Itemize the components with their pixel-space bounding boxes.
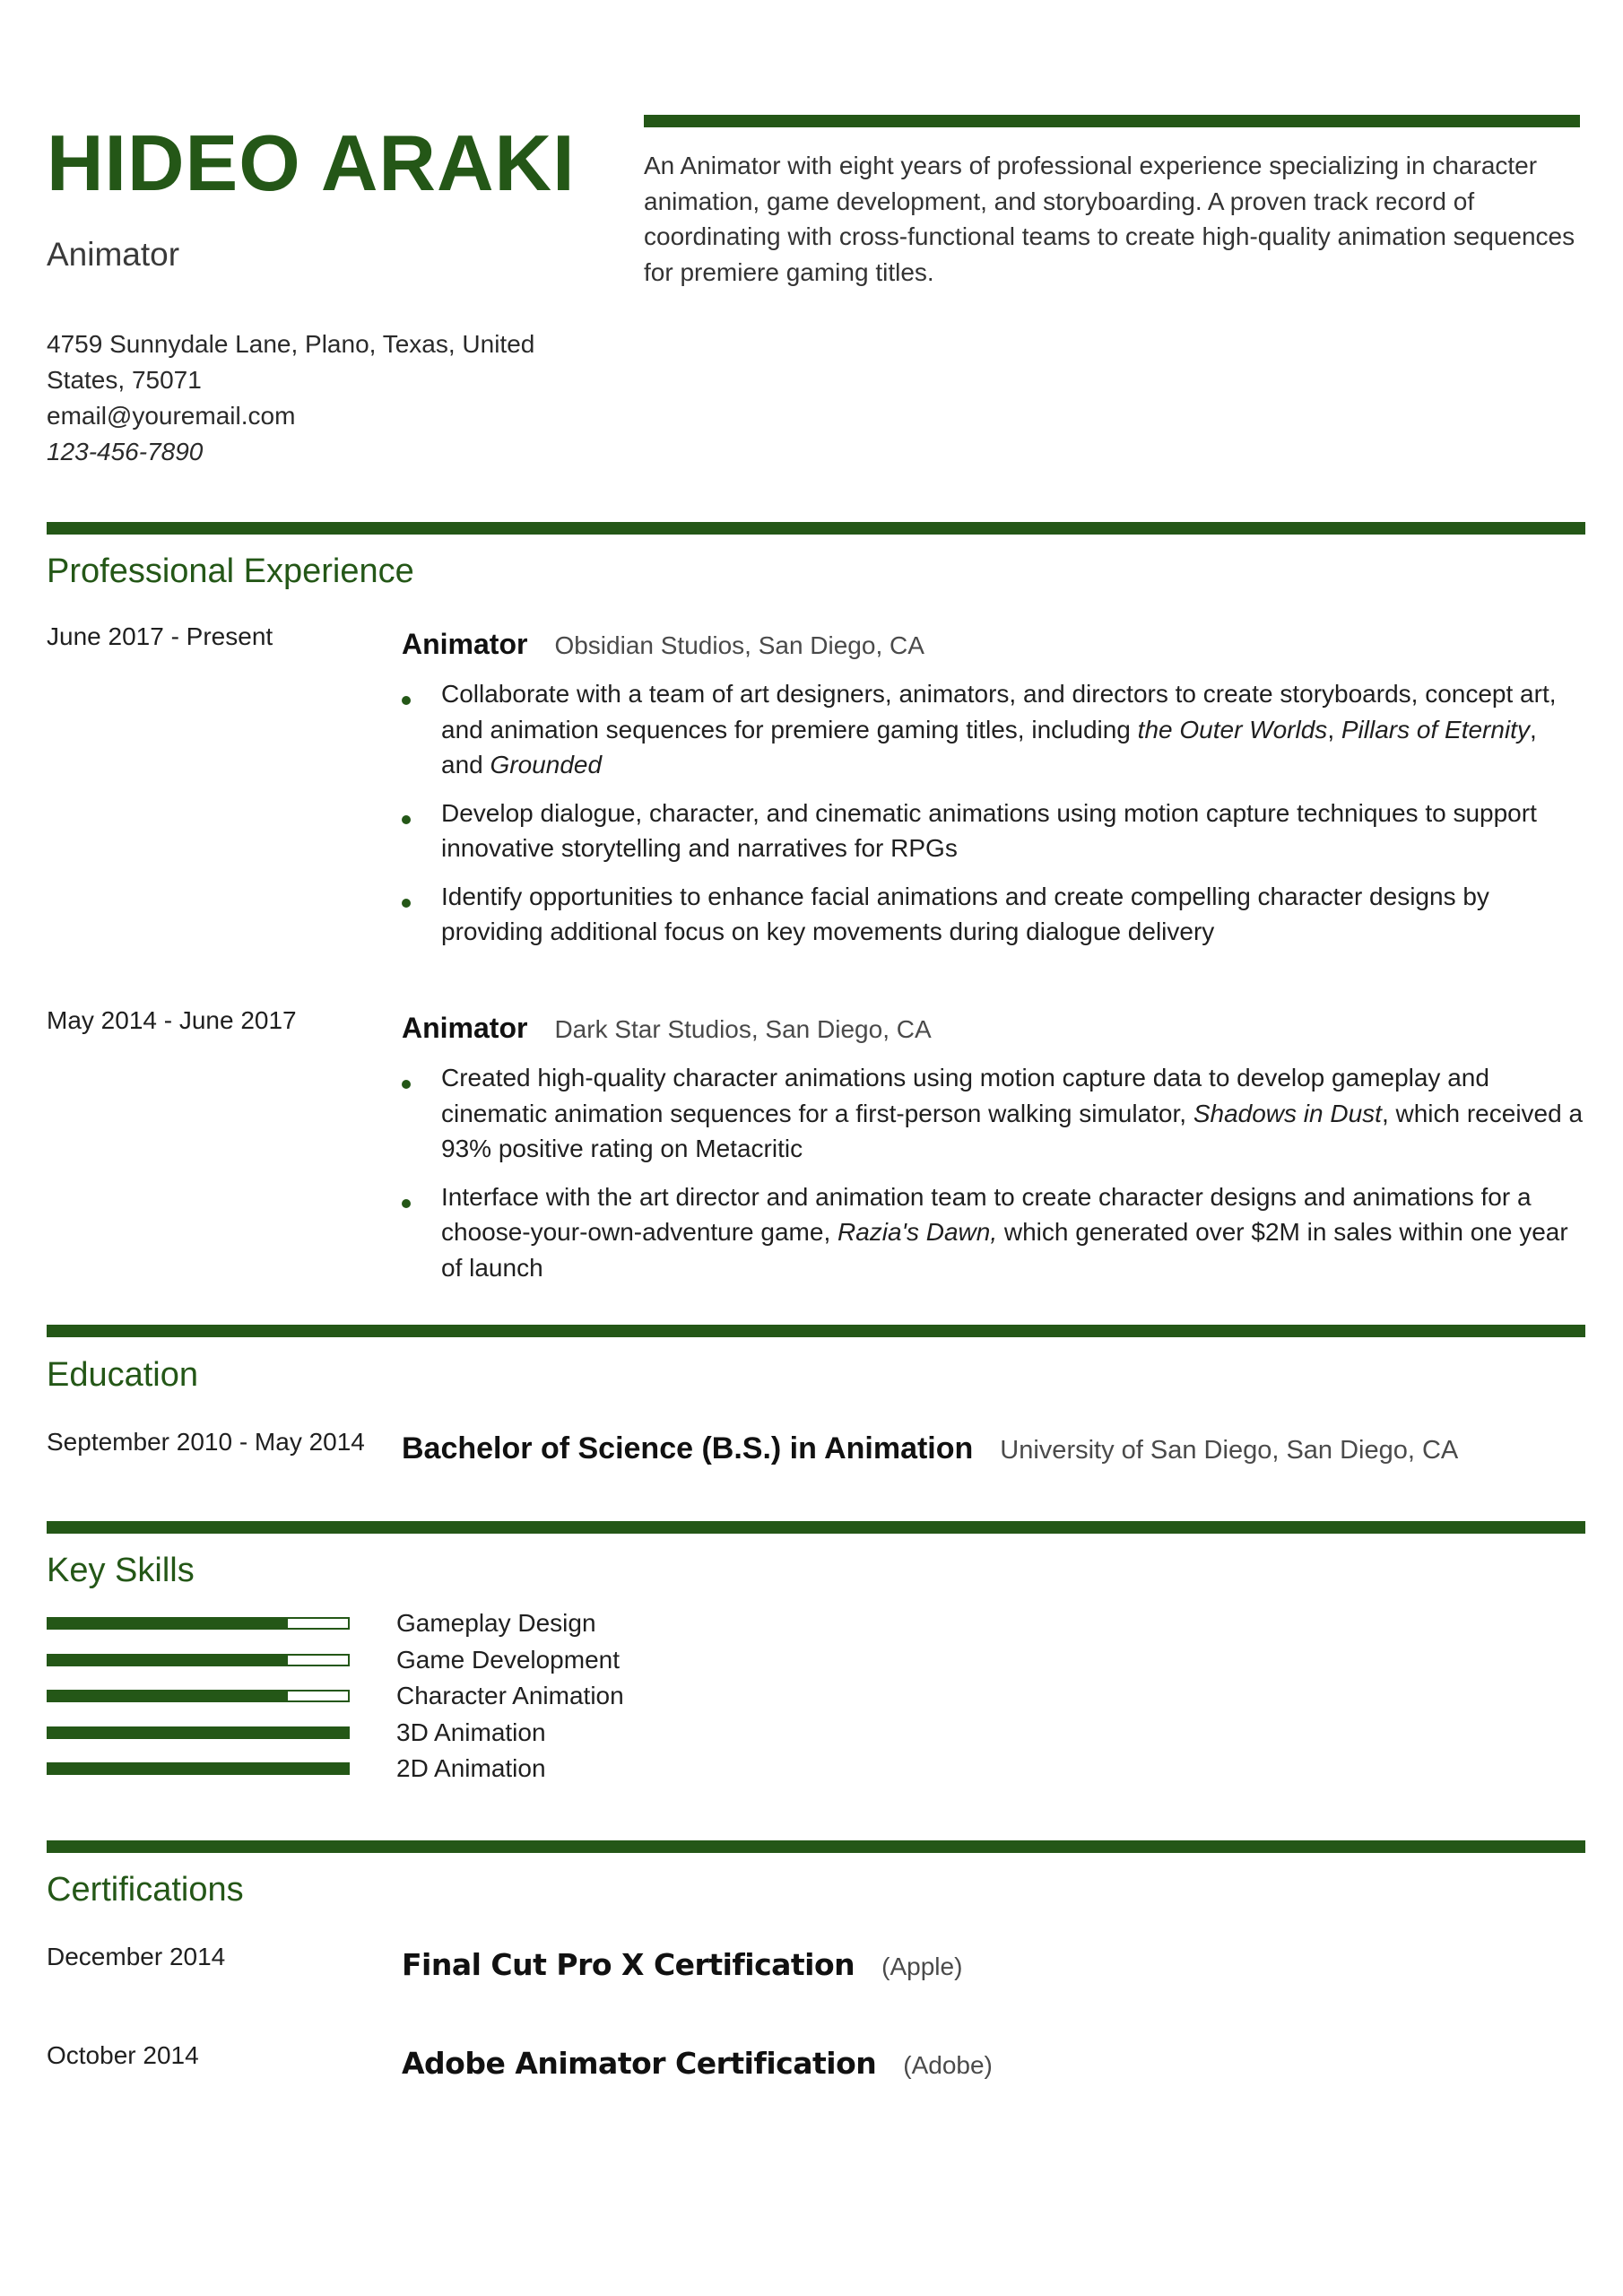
- bullet-dot-icon: [402, 815, 411, 824]
- bullet-item: [402, 676, 1585, 783]
- job-1-date: June 2017 - Present: [47, 622, 273, 650]
- job-2-date: May 2014 - June 2017: [47, 1006, 297, 1034]
- contact-block: [47, 326, 549, 470]
- bullet-text: ,: [1327, 715, 1341, 744]
- address-line-2: States, 75071: [47, 366, 202, 394]
- bullet-item: [402, 1060, 1585, 1167]
- italic-title: Razia's Dawn,: [838, 1218, 998, 1246]
- phone: 123-456-7890: [47, 438, 204, 465]
- certifications-rule: [47, 1840, 1585, 1853]
- skill-level-fill: [48, 1692, 288, 1700]
- italic-title: Grounded: [490, 751, 603, 778]
- job-1-header: [402, 626, 924, 664]
- job-1-bullets: [402, 676, 1585, 962]
- bullet-text: Created high-quality character animations using motion capture data to develop gameplay and cinematic animation sequences for a first-person walking simulator,: [441, 1064, 1489, 1127]
- skill-level-bar: [47, 1617, 350, 1630]
- experience-rule: [47, 522, 1585, 535]
- summary-text: An Animator with eight years of professional experience specializing in character animation, game development, and storyboarding. A proven track record of coordinating with cross-functional teams to create high-quality animation sequences for premiere gaming titles.: [644, 152, 1575, 286]
- skill-level-fill: [48, 1728, 348, 1737]
- cert-1-header: [402, 1946, 962, 1986]
- bullet-text: Identify opportunities to enhance facial animations and create compelling character designs by providing additional focus on key movements during dialogue delivery: [441, 882, 1489, 945]
- job-2-header: [402, 1010, 932, 1048]
- education-rule: [47, 1325, 1585, 1337]
- skill-level-fill: [48, 1619, 288, 1628]
- candidate-name: HIDEO ARAKI: [47, 118, 576, 207]
- section-title-education: Education: [47, 1356, 199, 1394]
- skill-level-fill: [48, 1764, 348, 1773]
- bullet-item: [402, 796, 1585, 866]
- job-2-org: Dark Star Studios, San Diego, CA: [554, 1015, 932, 1043]
- cert-2-date: October 2014: [47, 2041, 199, 2069]
- skill-label: 2D Animation: [396, 1754, 546, 1782]
- job-2-title: Animator: [402, 1012, 528, 1044]
- skill-label: Gameplay Design: [396, 1609, 596, 1637]
- bullet-item: [402, 879, 1585, 950]
- cert-2-title: Adobe Animator Certification: [402, 2046, 877, 2081]
- bullet-text: Interface with the art director and animation team to create character designs and animations for a choose-your-own-adventure game,: [441, 1182, 1532, 1246]
- bullet-dot-icon: [402, 696, 411, 705]
- skill-label: Character Animation: [396, 1682, 624, 1709]
- italic-title: the Outer Worlds: [1137, 715, 1328, 744]
- email: email@youremail.com: [47, 402, 296, 430]
- bullet-item: [402, 1179, 1585, 1286]
- cert-1-date: December 2014: [47, 1943, 226, 1970]
- job-2-bullets: [402, 1060, 1585, 1298]
- education-date: September 2010 - May 2014: [47, 1428, 365, 1456]
- degree-title: Bachelor of Science (B.S.) in Animation: [402, 1431, 974, 1465]
- skill-label: 3D Animation: [396, 1718, 546, 1746]
- section-title-experience: Professional Experience: [47, 552, 414, 590]
- italic-title: Shadows in Dust: [1193, 1099, 1382, 1127]
- address-line-1: 4759 Sunnydale Lane, Plano, Texas, United: [47, 330, 535, 358]
- skill-level-fill: [48, 1656, 288, 1665]
- skill-level-bar: [47, 1726, 350, 1739]
- skills-rule: [47, 1521, 1585, 1534]
- bullet-text: , which received a 93% positive rating on Metacritic: [441, 1099, 1584, 1162]
- skill-level-bar: [47, 1654, 350, 1666]
- cert-1-title: Final Cut Pro X Certification: [402, 1947, 855, 1982]
- italic-title: Pillars of Eternity: [1341, 715, 1530, 744]
- bullet-text: which generated over $2M in sales within one year of launch: [441, 1218, 1568, 1282]
- bullet-text: Develop dialogue, character, and cinematic animations using motion capture techniques to support innovative storytelling and narratives for RPGs: [441, 798, 1537, 862]
- section-title-certifications: Certifications: [47, 1871, 244, 1909]
- cert-2-header: [402, 2045, 993, 2084]
- job-1-title: Animator: [402, 628, 528, 660]
- cert-2-org: (Adobe): [903, 2051, 993, 2079]
- education-header: [402, 1430, 1458, 1469]
- cert-1-org: (Apple): [881, 1952, 963, 1980]
- bullet-text: Collaborate with a team of art designers, animators, and directors to create storyboards, concept art, and animation sequences for premiere gaming titles, including: [441, 680, 1557, 744]
- skill-label: Game Development: [396, 1645, 621, 1674]
- bullet-dot-icon: [402, 899, 411, 908]
- section-title-skills: Key Skills: [47, 1552, 195, 1589]
- school-name: University of San Diego, San Diego, CA: [1000, 1436, 1459, 1465]
- job-1-org: Obsidian Studios, San Diego, CA: [554, 631, 924, 659]
- bullet-dot-icon: [402, 1080, 411, 1089]
- summary-rule: [644, 115, 1580, 127]
- bullet-text: , and: [441, 715, 1537, 778]
- skill-level-bar: [47, 1762, 350, 1775]
- skill-level-bar: [47, 1690, 350, 1702]
- bullet-dot-icon: [402, 1199, 411, 1208]
- candidate-role: Animator: [47, 236, 180, 273]
